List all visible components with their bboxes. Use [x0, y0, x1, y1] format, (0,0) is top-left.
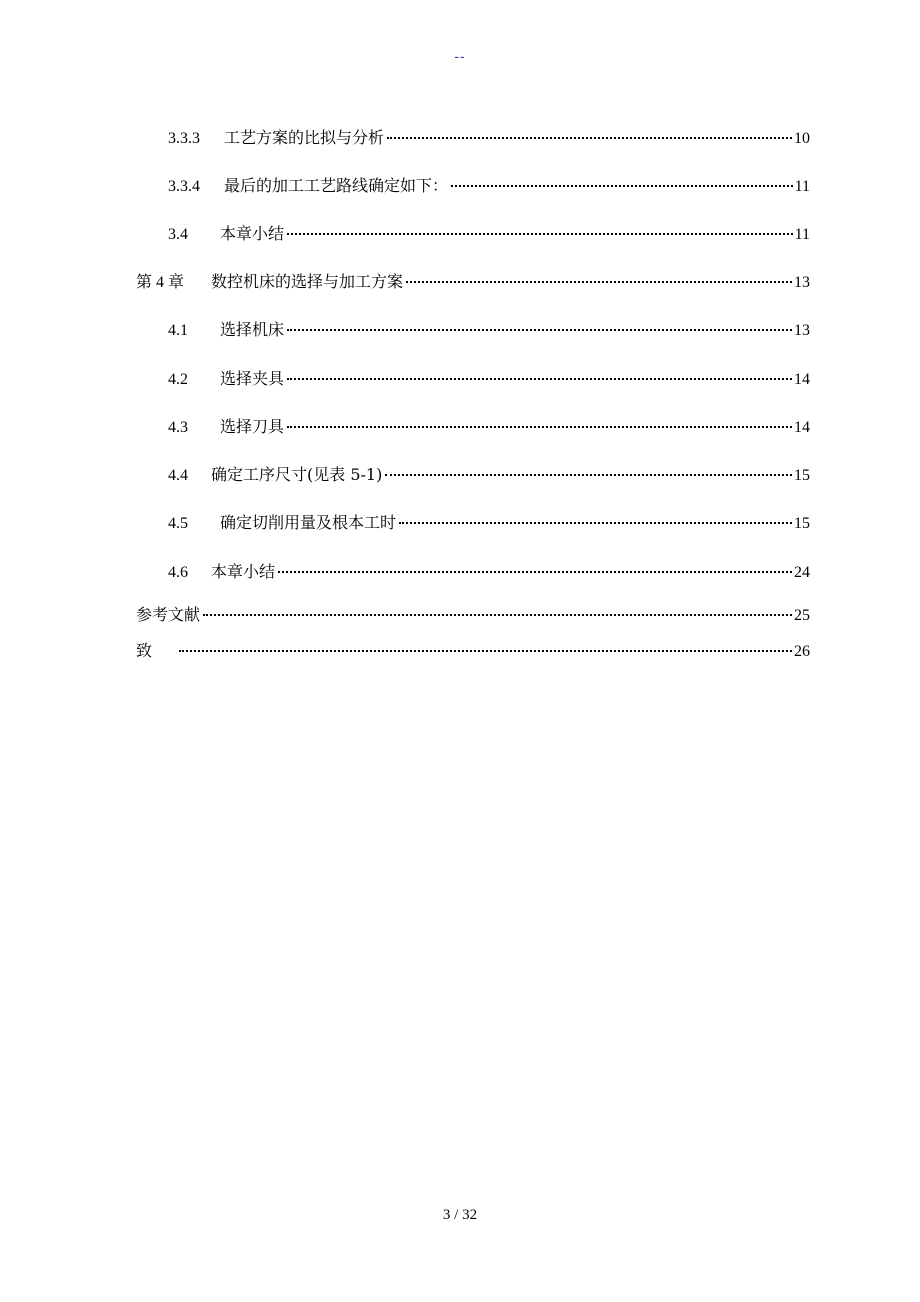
toc-dot-leader — [287, 315, 792, 335]
toc-entry-3-3-4[interactable] — [168, 171, 810, 197]
toc-entry-number: 4.4 — [168, 467, 188, 484]
toc-entry-acknowledgements[interactable] — [136, 636, 810, 662]
toc-entry-title: 本章小结 — [220, 224, 285, 243]
toc-entry-4-6[interactable] — [168, 557, 810, 583]
toc-entry-4-4[interactable] — [168, 460, 810, 486]
toc-entry-number: 第 4 章 — [136, 274, 185, 291]
toc-dot-leader — [278, 557, 792, 577]
toc-dot-leader — [399, 508, 792, 528]
toc-entry-page: 14 — [794, 419, 810, 436]
toc-entry-title: 确定工序尺寸(见表 5-1) — [211, 465, 383, 484]
toc-entry-title: 最后的加工工艺路线确定如下： — [224, 176, 449, 195]
toc-dot-leader — [406, 267, 792, 287]
toc-entry-page: 26 — [794, 643, 810, 660]
toc-entry-page: 25 — [794, 607, 810, 624]
toc-entry-title: 选择夹具 — [220, 369, 285, 388]
toc-entry-number: 4.2 — [168, 371, 188, 388]
toc-entry-number: 3.3.3 — [168, 130, 200, 147]
toc-entry-4-5[interactable] — [168, 508, 810, 534]
toc-entry-number: 3.3.4 — [168, 178, 200, 195]
toc-entry-page: 15 — [794, 467, 810, 484]
toc-entry-number: 4.3 — [168, 419, 188, 436]
toc-entry-number: 4.1 — [168, 322, 188, 339]
toc-dot-leader — [287, 412, 792, 432]
toc-entry-title: 选择机床 — [220, 320, 285, 339]
toc-entry-title: 工艺方案的比拟与分析 — [224, 128, 385, 147]
toc-entry-title: 数控机床的选择与加工方案 — [211, 272, 404, 291]
toc-entry-page: 13 — [794, 322, 810, 339]
toc-entry-page: 14 — [794, 371, 810, 388]
toc-entry-page: 15 — [794, 515, 810, 532]
toc-entry-page: 11 — [794, 178, 810, 195]
toc-entry-4-2[interactable] — [168, 364, 810, 390]
toc-entry-4-1[interactable] — [168, 315, 810, 341]
toc-entry-chapter-4[interactable] — [136, 267, 810, 293]
toc-dot-leader — [287, 219, 793, 239]
toc-entry-3-3-3[interactable] — [168, 123, 810, 149]
toc-dot-leader — [385, 460, 792, 480]
toc-entry-page: 11 — [794, 226, 810, 243]
toc-entry-page: 10 — [794, 130, 810, 147]
toc-entry-page: 24 — [794, 564, 810, 581]
toc-entry-title: 参考文献 — [136, 605, 201, 624]
toc-dot-leader — [387, 123, 792, 143]
toc-entry-title: 致 — [136, 641, 153, 660]
toc-dot-leader — [451, 171, 793, 191]
header-mark: -- — [454, 48, 466, 64]
toc-dot-leader — [203, 600, 792, 620]
page-number-footer: 3 / 32 — [442, 1207, 478, 1223]
toc-entry-number: 3.4 — [168, 226, 188, 243]
toc-entry-references[interactable] — [136, 600, 810, 626]
toc-entry-number: 4.6 — [168, 564, 188, 581]
toc-entry-number: 4.5 — [168, 515, 188, 532]
toc-entry-4-3[interactable] — [168, 412, 810, 438]
toc-dot-leader — [179, 636, 792, 656]
toc-entry-page: 13 — [794, 274, 810, 291]
toc-entry-title: 选择刀具 — [220, 417, 285, 436]
toc-entry-title: 本章小结 — [211, 562, 276, 581]
toc-dot-leader — [287, 364, 792, 384]
toc-entry-3-4[interactable] — [168, 219, 810, 245]
toc-entry-title: 确定切削用量及根本工时 — [220, 513, 397, 532]
